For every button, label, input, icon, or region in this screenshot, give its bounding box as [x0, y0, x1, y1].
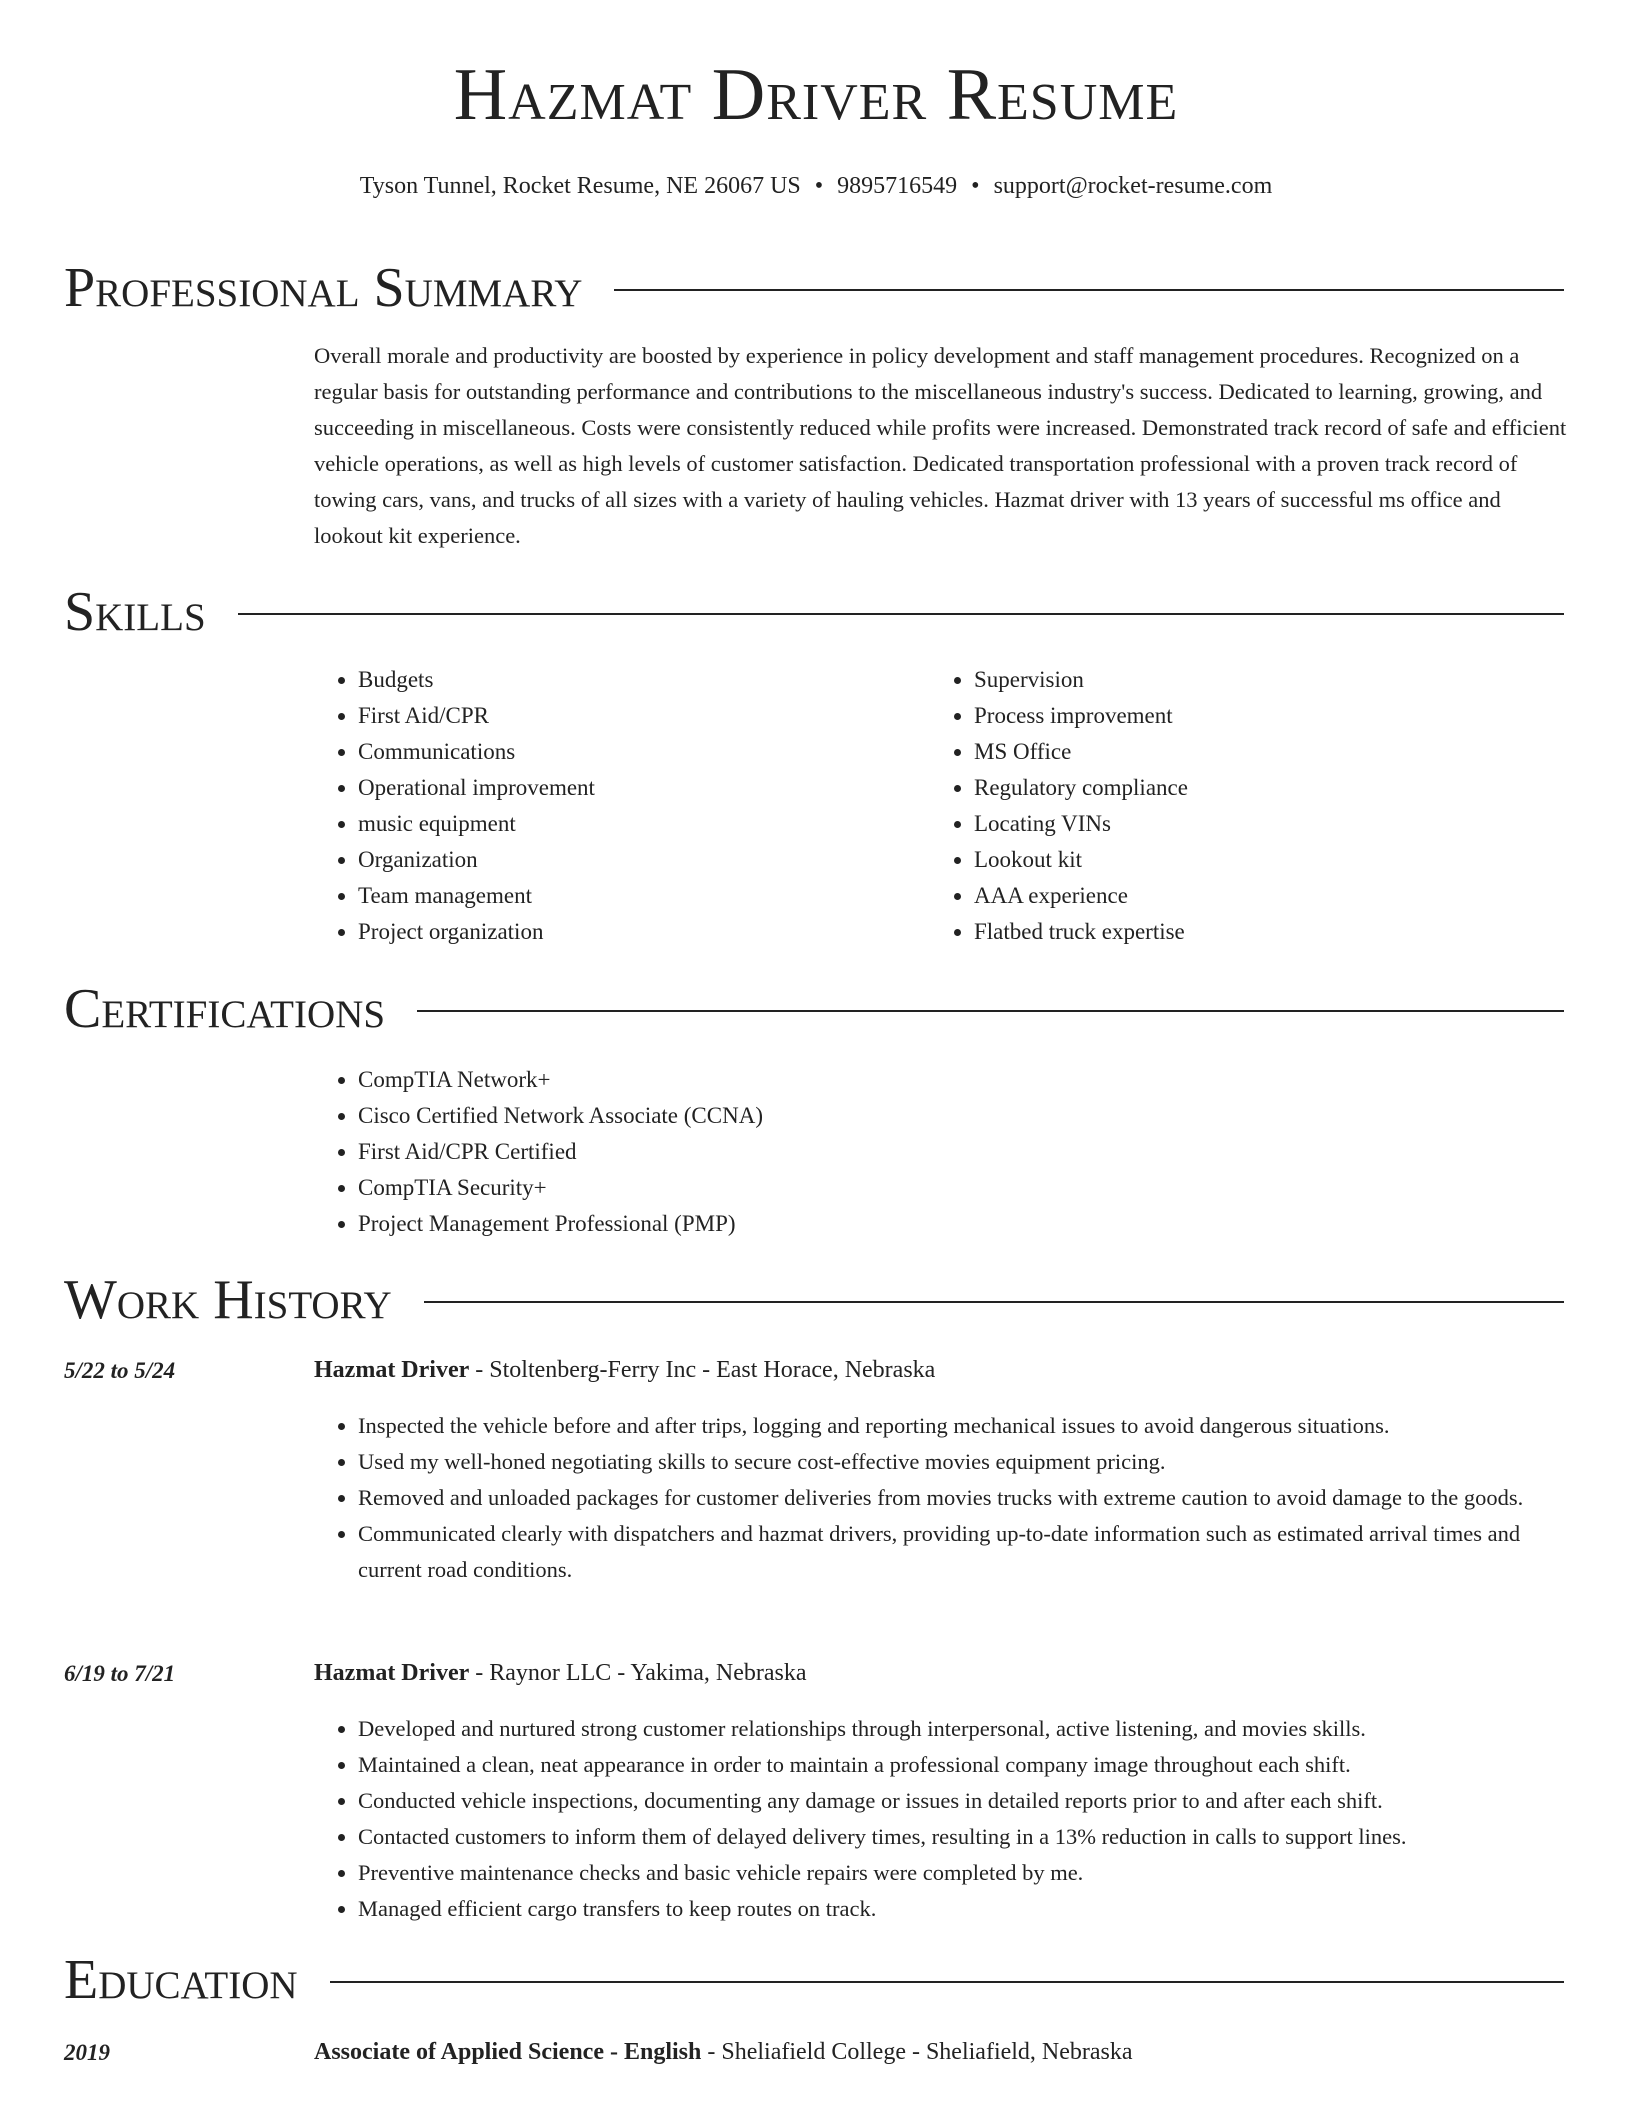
work-history-section-header [64, 1270, 1564, 1330]
job-dates: 6/19 to 7/21 [64, 1661, 176, 1686]
summary-text: Overall morale and productivity are boosted by experience in policy development and staff management procedures. Recognized on a regular basis for outstanding performance and contributions to the miscellaneous industry's success. Dedicated to learning, growing, and succeeding in miscellaneous. Costs were consistently reduced while profits were increased. Demonstrated track record of safe and efficient vehicle operations, as well as high levels of customer satisfaction. Dedicated transportation professional with a proven track record of towing cars, vans, and trucks of all sizes with a variety of hauling vehicles. Hazmat driver with 13 years of successful ms office and lookout kit experience. [314, 343, 1567, 548]
job-duty-item: • Conducted vehicle inspections, documenting any damage or issues in detailed reports prior to and after each shift. [358, 1783, 1570, 1819]
certification-item: • Cisco Certified Network Associate (CCNA) [358, 1098, 1514, 1134]
skill-item: • Flatbed truck expertise [974, 914, 1530, 950]
skill-item: • Project organization [358, 914, 914, 950]
skill-item: • Regulatory compliance [974, 770, 1530, 806]
job-duty-item: • Used my well-honed negotiating skills to secure cost-effective movies equipment pricing. [358, 1444, 1570, 1480]
skill-item: • music equipment [358, 806, 914, 842]
certifications-heading: Certifications [64, 978, 386, 1040]
skill-item: • Supervision [974, 662, 1530, 698]
skill-item: • AAA experience [974, 878, 1530, 914]
skills-column-left [314, 662, 914, 950]
skills-heading: Skills [64, 581, 206, 643]
certification-item: • CompTIA Network+ [358, 1062, 1514, 1098]
job-employer: - Raynor LLC - Yakima, Nebraska [475, 1660, 807, 1686]
job-employer: - Stoltenberg-Ferry Inc - East Horace, Nebraska [475, 1357, 936, 1383]
education-section-header [64, 1950, 1564, 2010]
work-history-heading: Work History [64, 1269, 392, 1331]
summary-section-header [64, 258, 1564, 318]
skill-item: • MS Office [974, 734, 1530, 770]
job-duties [314, 1408, 1570, 1588]
certification-item: • Project Management Professional (PMP) [358, 1206, 1514, 1242]
section-divider [614, 289, 1564, 291]
education-degree: Associate of Applied Science - English [314, 2039, 702, 2065]
job-duty-item: • Contacted customers to inform them of delayed delivery times, resulting in a 13% reduction in calls to support lines. [358, 1819, 1570, 1855]
skills-section-header [64, 582, 1564, 642]
education-heading: Education [64, 1949, 298, 2011]
job-dates: 5/22 to 5/24 [64, 1358, 176, 1383]
job-title: Hazmat Driver [314, 1357, 470, 1383]
skills-column-right [930, 662, 1530, 950]
job-duty-item: • Communicated clearly with dispatchers and hazmat drivers, providing up-to-date information such as estimated arrival times and current road conditions. [358, 1516, 1570, 1588]
certification-item: • First Aid/CPR Certified [358, 1134, 1514, 1170]
job-duty-item: • Removed and unloaded packages for customer deliveries from movies trucks with extreme caution to avoid damage to the goods. [358, 1480, 1570, 1516]
skill-item: • Team management [358, 878, 914, 914]
summary-heading: Professional Summary [64, 257, 583, 319]
contact-address: Tyson Tunnel, Rocket Resume, NE 26067 US [359, 173, 801, 199]
skill-item: • Operational improvement [358, 770, 914, 806]
skill-item: • Budgets [358, 662, 914, 698]
contact-separator: • [971, 173, 980, 199]
job-heading [314, 1357, 935, 1384]
contact-line [0, 174, 1632, 198]
section-divider [238, 613, 1564, 615]
certification-item: • CompTIA Security+ [358, 1170, 1514, 1206]
certifications-section-header [64, 979, 1564, 1039]
job-heading [314, 1660, 807, 1687]
education-heading-line [314, 2039, 1133, 2066]
education-year: 2019 [64, 2040, 110, 2065]
job-duty-item: • Managed efficient cargo transfers to keep routes on track. [358, 1891, 1570, 1927]
education-school: - Sheliafield College - Sheliafield, Nebraska [707, 2039, 1133, 2065]
skill-item: • Organization [358, 842, 914, 878]
section-divider [424, 1301, 1564, 1303]
skill-item: • First Aid/CPR [358, 698, 914, 734]
job-duty-item: • Developed and nurtured strong customer relationships through interpersonal, active listening, and movies skills. [358, 1711, 1570, 1747]
job-duty-item: • Maintained a clean, neat appearance in order to maintain a professional company image throughout each shift. [358, 1747, 1570, 1783]
job-duty-item: • Preventive maintenance checks and basic vehicle repairs were completed by me. [358, 1855, 1570, 1891]
section-divider [417, 1010, 1564, 1012]
job-title: Hazmat Driver [314, 1660, 470, 1686]
job-duties [314, 1711, 1570, 1927]
resume-title: Hazmat Driver Resume [453, 54, 1179, 136]
contact-email[interactable]: support@rocket-resume.com [993, 173, 1273, 199]
skill-item: • Lookout kit [974, 842, 1530, 878]
skill-item: • Locating VINs [974, 806, 1530, 842]
contact-separator: • [814, 173, 824, 199]
skill-item: • Process improvement [974, 698, 1530, 734]
job-duty-item: • Inspected the vehicle before and after trips, logging and reporting mechanical issues to avoid dangerous situations. [358, 1408, 1570, 1444]
section-divider [330, 1981, 1564, 1983]
contact-phone[interactable]: 9895716549 [837, 173, 958, 199]
skill-item: • Communications [358, 734, 914, 770]
certifications-list [314, 1062, 1514, 1242]
